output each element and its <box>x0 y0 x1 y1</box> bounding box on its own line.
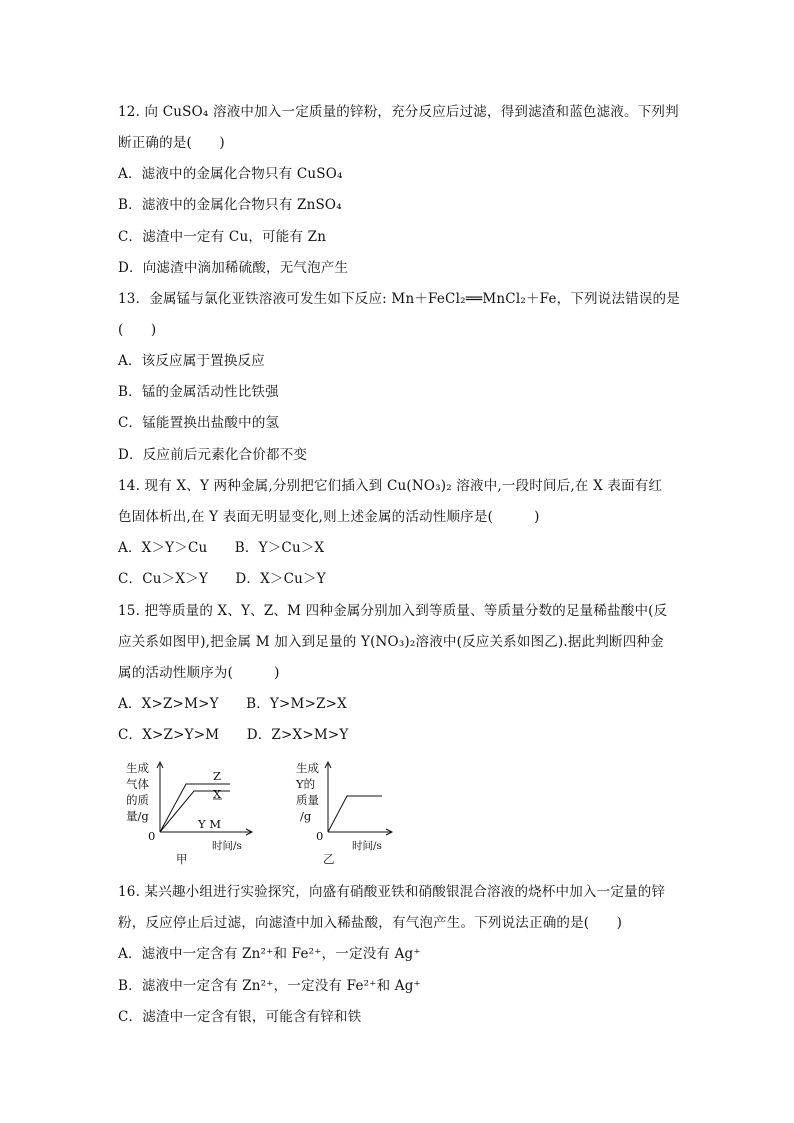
q16-stem-line1: 16. 某兴趣小组进行实验探究，向盛有硝酸亚铁和硝酸银混合溶液的烧杯中加入一定量的锌 <box>118 884 666 900</box>
q15-options-row2: C．X>Z>Y>M D．Z>X>M>Y <box>118 727 349 743</box>
q12-option-c: C．滤渣中一定有 Cu，可能有 Zn <box>118 229 327 245</box>
jia-ylabel-4: 量/g <box>126 809 149 823</box>
q13-stem-line1: 13．金属锰与氯化亚铁溶液可发生如下反应: Mn＋FeCl₂══MnCl₂＋Fe，下列说法错误的是 <box>118 291 680 307</box>
q13-option-d: D．反应前后元素化合价都不变 <box>118 447 308 463</box>
jia-label-z: Z <box>213 769 221 783</box>
q15-stem-line2: 应关系如图甲),把金属 M 加入到足量的 Y(NO₃)₂溶液中(反应关系如图乙).据此判断四种金 <box>118 634 664 650</box>
jia-xlabel: 时间/s <box>212 840 242 852</box>
yi-ylabel-4: /g <box>300 809 312 823</box>
yi-ylabel-1: 生成 <box>296 761 319 775</box>
yi-ylabel-2: Y的 <box>296 777 316 791</box>
yi-curve <box>328 796 382 832</box>
figure-jia <box>126 761 252 866</box>
q12-option-b: B．滤液中的金属化合物只有 ZnSO₄ <box>118 197 342 213</box>
q12-stem-line1: 12. 向 CuSO₄ 溶液中加入一定质量的锌粉，充分反应后过滤，得到滤渣和蓝色滤液。下列判 <box>118 104 679 120</box>
jia-ylabel-3: 的质 <box>126 793 149 807</box>
yi-xlabel: 时间/s <box>352 840 382 852</box>
q16-option-c: C．滤渣中一定含有银，可能含有锌和铁 <box>118 1009 362 1025</box>
q15-stem-line1: 15. 把等质量的 X、Y、Z、M 四种金属分别加入到等质量、等质量分数的足量稀盐酸中(反 <box>118 603 668 619</box>
jia-label-ym: Y M <box>198 817 222 831</box>
figure-yi <box>295 761 392 866</box>
yi-caption: 乙 <box>323 852 335 866</box>
q12-option-a: A．滤液中的金属化合物只有 CuSO₄ <box>118 166 343 182</box>
q12-stem-line2: 断正确的是( ) <box>118 135 225 151</box>
q14-stem-line2: 色固体析出,在 Y 表面无明显变化,则上述金属的活动性顺序是( ) <box>118 509 540 525</box>
q13-option-c: C．锰能置换出盐酸中的氢 <box>118 415 280 431</box>
q13-option-a: A．该反应属于置换反应 <box>118 353 265 369</box>
yi-origin: 0 <box>316 829 324 843</box>
yi-ylabel-3: 质量 <box>296 793 319 807</box>
q13-stem-line2: ( ) <box>118 322 157 338</box>
q15-figures-svg <box>120 758 400 868</box>
q16-stem-line2: 粉，反应停止后过滤，向滤渣中加入稀盐酸，有气泡产生。下列说法正确的是( ) <box>118 915 623 931</box>
q13-option-b: B．锰的金属活动性比铁强 <box>118 384 279 400</box>
q14-stem-line1: 14. 现有 X、Y 两种金属,分别把它们插入到 Cu(NO₃)₂ 溶液中,一段时间后,在 X 表面有红 <box>118 478 663 494</box>
q12-option-d: D．向滤渣中滴加稀硫酸，无气泡产生 <box>118 260 349 276</box>
q15-options-row1: A．X>Z>M>Y B．Y>M>Z>X <box>118 696 347 712</box>
jia-ylabel-2: 气体 <box>126 777 149 791</box>
q15-stem-line3: 属的活动性顺序为( ) <box>118 665 280 681</box>
jia-ylabel-1: 生成 <box>126 761 149 775</box>
jia-origin: 0 <box>148 829 156 843</box>
jia-caption: 甲 <box>176 852 188 866</box>
q14-options-row2: C．Cu＞X＞Y D．X＞Cu＞Y <box>118 571 326 587</box>
q15-figures <box>120 758 400 872</box>
q16-option-b: B．滤液中一定含有 Zn²⁺，一定没有 Fe²⁺和 Ag⁺ <box>118 978 421 994</box>
q16-option-a: A．滤液中一定含有 Zn²⁺和 Fe²⁺，一定没有 Ag⁺ <box>118 946 421 962</box>
q14-options-row1: A．X＞Y＞Cu B．Y＞Cu＞X <box>118 540 325 556</box>
jia-label-x: X <box>213 787 222 801</box>
